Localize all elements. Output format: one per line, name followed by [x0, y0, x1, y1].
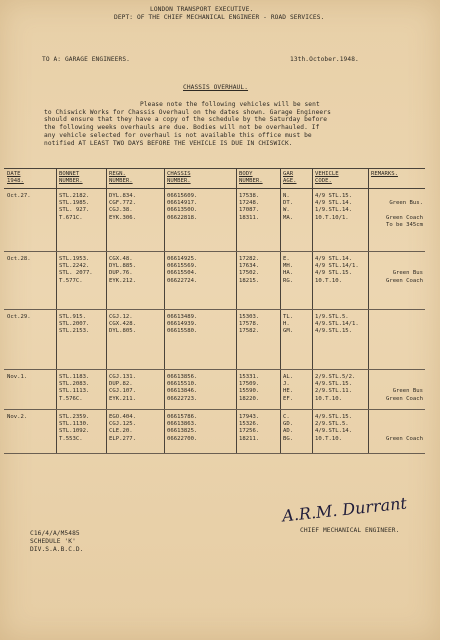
cell-body — [239, 256, 259, 285]
column-header-text: DATE — [7, 171, 21, 177]
cell-remarks — [370, 374, 423, 403]
gar-value: GM. — [283, 328, 294, 335]
table-column-divider — [280, 168, 281, 453]
letter-date: 13th.October.1948. — [290, 56, 359, 63]
cell-date — [7, 256, 31, 263]
column-header-text: NUMBER. — [239, 177, 263, 184]
overhaul-schedule-table — [4, 168, 425, 453]
body-value: 18215. — [239, 277, 260, 284]
chassis-value: 06622723. — [167, 395, 198, 402]
paragraph-line: should ensure that they have a copy of the schedule by the Saturday before — [44, 116, 328, 124]
cell-regn — [109, 414, 136, 443]
gar-value: N. — [283, 193, 290, 199]
cell-regn — [109, 193, 136, 222]
cell-bonnet — [59, 374, 89, 403]
regn-value: DYL.805. — [109, 328, 136, 335]
gar-value: AL. — [283, 374, 294, 380]
remarks-value: Green Bus — [392, 388, 423, 395]
gar-value: EF. — [283, 395, 294, 402]
gar-value: DT. — [283, 200, 294, 207]
body-value: 17087. — [239, 207, 260, 214]
column-header-bonnet — [59, 171, 83, 184]
gar-value: MA. — [283, 214, 294, 221]
bonnet-value: STL.915. — [59, 314, 86, 320]
chassis-value: 06613863. — [167, 421, 198, 428]
column-header-text: AGE. — [283, 177, 297, 184]
body-value: 18211. — [239, 435, 260, 442]
gar-value: C. — [283, 414, 290, 420]
paragraph-line: any vehicle selected for overhaul is not available this office must be — [44, 131, 312, 139]
remarks-value: Green Coach — [385, 277, 423, 284]
column-header-regn — [109, 171, 133, 184]
remarks-value — [370, 381, 423, 388]
cell-vehicle — [315, 193, 352, 222]
regn-value: EYK.306. — [109, 214, 136, 221]
bonnet-value: STL.1183. — [59, 374, 90, 380]
cell-remarks — [370, 256, 423, 285]
bonnet-value: T.671C. — [59, 214, 83, 221]
addressee: TO A: GARAGE ENGINEERS. — [42, 56, 130, 63]
remarks-value — [370, 193, 423, 200]
chassis-value: 06613856. — [167, 374, 198, 380]
remarks-value: Green Bus. — [389, 200, 423, 207]
footer-line: SCHEDULE 'K' — [30, 538, 76, 545]
chassis-value: 06622818. — [167, 214, 198, 221]
remarks-value: Green Coach — [385, 435, 423, 442]
gar-value: W. — [283, 207, 290, 214]
gar-value: BG. — [283, 435, 294, 442]
body-value: 17538. — [239, 193, 260, 199]
cell-gar — [283, 314, 293, 336]
table-row-divider — [4, 188, 425, 189]
remarks-value — [370, 328, 423, 335]
body-value: 15331. — [239, 374, 260, 380]
column-header-text: GAR — [283, 171, 294, 177]
table-column-divider — [312, 168, 313, 453]
vehicle-value: 4/9.STL.14. — [315, 428, 353, 435]
schedule-date: Oct.29. — [7, 314, 31, 320]
cell-vehicle — [315, 374, 355, 403]
cell-bonnet — [59, 193, 89, 222]
vehicle-value: 2/9.STL.5/2. — [315, 374, 356, 380]
table-column-divider — [236, 168, 237, 453]
vehicle-value: 4/9.STL.15. — [315, 328, 353, 335]
regn-value: CGJ.131. — [109, 374, 136, 380]
cell-date — [7, 414, 27, 421]
cell-body — [239, 193, 259, 222]
cell-date — [7, 314, 31, 321]
bonnet-value: STL.2153. — [59, 328, 90, 335]
bonnet-value: STL. 927. — [59, 207, 90, 214]
remarks-value: Green Bus — [392, 270, 423, 277]
regn-value: DYL.885. — [109, 263, 136, 270]
cell-chassis — [167, 193, 197, 222]
gar-value: HA. — [283, 270, 294, 277]
footer-line: DIV.S.A.B.C.D. — [30, 546, 84, 553]
gar-value: HE. — [283, 388, 294, 395]
gar-value: AD. — [283, 428, 294, 435]
table-row-divider — [4, 453, 425, 454]
vehicle-value: 1/9.STL.14. — [315, 207, 353, 214]
body-value: 18220. — [239, 395, 260, 402]
cell-regn — [109, 314, 136, 336]
vehicle-value: 10.T.10. — [315, 395, 342, 402]
vehicle-value: 10.T.10/1. — [315, 214, 349, 221]
schedule-date: Oct.28. — [7, 256, 31, 262]
vehicle-value: 4/9.STL.15. — [315, 381, 353, 388]
remarks-value — [370, 428, 423, 435]
chassis-value: 06615569. — [167, 263, 198, 270]
cell-body — [239, 414, 259, 443]
regn-value: DYL.834. — [109, 193, 136, 199]
cell-date — [7, 193, 31, 200]
chassis-value: 06622700. — [167, 435, 198, 442]
document-title: CHASSIS OVERHAUL. — [183, 84, 249, 91]
vehicle-value: 10.T.10. — [315, 277, 342, 284]
signature-image: A.R.M. Durrant — [281, 493, 408, 526]
body-value: 18311. — [239, 214, 260, 221]
cell-gar — [283, 193, 293, 222]
cell-vehicle — [315, 314, 359, 336]
table-row-divider — [4, 369, 425, 370]
column-header-vehicle — [315, 171, 339, 184]
cell-gar — [283, 414, 293, 443]
chassis-value: 06614925. — [167, 256, 198, 262]
paragraph-line: notified AT LEAST TWO DAYS BEFORE THE VEHICLE IS DUE IN CHISWICK. — [44, 139, 293, 147]
vehicle-value: 4/9 STL.14. — [315, 256, 353, 262]
vehicle-value: 4/9 STL.14. — [315, 200, 353, 207]
chassis-value: 06615510. — [167, 381, 198, 388]
column-header-gar — [283, 171, 296, 184]
bonnet-value: STL. 2077. — [59, 270, 93, 277]
bonnet-value: STL.2007. — [59, 321, 90, 328]
regn-value: EGO.404. — [109, 414, 136, 420]
cell-chassis — [167, 256, 197, 285]
regn-value: CGJ.125. — [109, 421, 136, 428]
regn-value: CLE.20. — [109, 428, 133, 435]
body-value: 17248. — [239, 200, 260, 207]
cell-remarks — [370, 193, 423, 229]
chassis-value: 06615504. — [167, 270, 198, 277]
cell-regn — [109, 256, 136, 285]
remarks-value: Green Coach — [385, 214, 423, 221]
gar-value: H. — [283, 321, 290, 328]
vehicle-value: 4/9.STL.15. — [315, 414, 353, 420]
cell-vehicle — [315, 256, 359, 285]
body-value: 17509. — [239, 381, 260, 388]
bonnet-value: STL.1130. — [59, 421, 90, 428]
column-header-text: CODE. — [315, 177, 332, 184]
instruction-paragraph — [44, 101, 331, 147]
body-value: 17634. — [239, 263, 260, 270]
chassis-value: 06615580. — [167, 328, 198, 335]
gar-value: RG. — [283, 277, 294, 284]
table-row-divider — [4, 251, 425, 252]
schedule-date: Nov.1. — [7, 374, 28, 380]
column-header-chassis — [167, 171, 191, 184]
vehicle-value: 4/9 STL.15. — [315, 270, 353, 277]
chassis-value: 06613489. — [167, 314, 198, 320]
bonnet-value: STL.1113. — [59, 388, 90, 395]
table-column-divider — [106, 168, 107, 453]
table-row-divider — [4, 409, 425, 410]
paragraph-line: Please note the following vehicles will be sent — [140, 101, 320, 108]
footer-reference — [30, 530, 84, 554]
column-header-text: 1948. — [7, 177, 24, 184]
gar-value: GD. — [283, 421, 294, 428]
chassis-value: 06615786. — [167, 414, 198, 420]
vehicle-value: 10.T.10. — [315, 435, 342, 442]
cell-remarks — [370, 314, 423, 336]
remarks-value — [370, 207, 423, 214]
table-row-divider — [4, 168, 425, 169]
schedule-date: Oct.27. — [7, 193, 31, 199]
body-value: 15590. — [239, 388, 260, 395]
column-header-text: CHASSIS — [167, 171, 191, 177]
gar-value: J. — [283, 381, 290, 388]
column-header-text: REMARKS. — [371, 171, 398, 177]
column-header-text: NUMBER. — [59, 177, 83, 184]
body-value: 15303. — [239, 314, 260, 320]
regn-value: DUP.76. — [109, 270, 133, 277]
bonnet-value: STL.1092. — [59, 428, 90, 435]
remarks-value — [370, 263, 423, 270]
header-line-1: LONDON TRANSPORT EXECUTIVE. — [150, 6, 254, 13]
regn-value: CGX.428. — [109, 321, 136, 328]
bonnet-value: T.576C. — [59, 395, 83, 402]
regn-value: CGF.772. — [109, 200, 136, 207]
column-header-text: NUMBER. — [167, 177, 191, 184]
body-value: 17502. — [239, 270, 260, 277]
bonnet-value: STL.2083. — [59, 381, 90, 388]
column-header-text: NUMBER. — [109, 177, 133, 184]
cell-vehicle — [315, 414, 352, 443]
vehicle-value: 2/9.STL.11. — [315, 388, 353, 395]
chassis-value: 06615609. — [167, 193, 198, 199]
body-value: 17582. — [239, 328, 260, 335]
vehicle-value: 4/9 STL.15. — [315, 193, 353, 199]
vehicle-value: 2/9.STL.5. — [315, 421, 349, 428]
column-header-body — [239, 171, 263, 184]
body-value: 17943. — [239, 414, 260, 420]
table-row-divider — [4, 309, 425, 310]
body-value: 15326. — [239, 421, 260, 428]
cell-regn — [109, 374, 136, 403]
body-value: 17256. — [239, 428, 260, 435]
column-header-text: REGN. — [109, 171, 126, 177]
body-value: 17282. — [239, 256, 260, 262]
vehicle-value: 4/9.STL.14/1. — [315, 321, 359, 328]
bonnet-value: T.553C. — [59, 435, 83, 442]
cell-bonnet — [59, 414, 89, 443]
chassis-value: 06622724. — [167, 277, 198, 284]
signature-title: CHIEF MECHANICAL ENGINEER. — [300, 527, 400, 534]
cell-chassis — [167, 374, 197, 403]
column-header-remarks — [371, 171, 398, 178]
table-column-divider — [56, 168, 57, 453]
cell-gar — [283, 374, 293, 403]
column-header-text: BODY — [239, 171, 253, 177]
column-header-date — [7, 171, 24, 184]
cell-chassis — [167, 314, 197, 336]
regn-value: CGJ.12. — [109, 314, 133, 320]
vehicle-value: 4/9 STL.14/1. — [315, 263, 359, 270]
regn-value: CGX.48. — [109, 256, 133, 262]
gar-value: TL. — [283, 314, 294, 320]
chassis-value: 0661350O. — [167, 207, 198, 214]
bonnet-value: T.577C. — [59, 277, 83, 284]
remarks-value — [370, 421, 423, 428]
regn-value: EYK.212. — [109, 277, 136, 284]
cell-body — [239, 374, 259, 403]
paragraph-line: to Chiswick Works for Chassis Overhaul on the dates shown. Garage Engineers — [44, 108, 331, 116]
cell-bonnet — [59, 256, 93, 285]
chassis-value: 06613846. — [167, 388, 198, 395]
header-line-2: DEPT: OF THE CHIEF MECHANICAL ENGINEER - ROAD SERVICES. — [114, 14, 325, 21]
cell-date — [7, 374, 27, 381]
chassis-value: 06614939. — [167, 321, 198, 328]
footer-line: C16/4/A/M5485 — [30, 530, 80, 537]
schedule-date: Nov.2. — [7, 414, 28, 420]
column-header-text: BONNET — [59, 171, 80, 177]
chassis-value: 06613825. — [167, 428, 198, 435]
bonnet-value: STL.2242. — [59, 263, 90, 270]
body-value: 17578. — [239, 321, 260, 328]
regn-value: ELP.277. — [109, 435, 136, 442]
bonnet-value: STL.1985. — [59, 200, 90, 207]
gar-value: E. — [283, 256, 290, 262]
remarks-value — [370, 256, 423, 263]
paragraph-line: the following weeks overhauls are due. Bodies will not be overhauled. If — [44, 124, 320, 132]
bonnet-value: STL.2182. — [59, 193, 90, 199]
regn-value: EYK.211. — [109, 395, 136, 402]
gar-value: MH. — [283, 263, 294, 270]
chassis-value: 06614917. — [167, 200, 198, 207]
column-header-text: VEHICLE — [315, 171, 339, 177]
remarks-value — [370, 374, 423, 381]
bonnet-value: STL.1953. — [59, 256, 90, 262]
cell-remarks — [370, 414, 423, 443]
regn-value: DUP.82. — [109, 381, 133, 388]
cell-chassis — [167, 414, 197, 443]
remarks-value — [370, 321, 423, 328]
table-column-divider — [164, 168, 165, 453]
remarks-value: To be 345cm — [385, 221, 423, 228]
regn-value: CGJ.38. — [109, 207, 133, 214]
cell-body — [239, 314, 259, 336]
cell-gar — [283, 256, 293, 285]
regn-value: CGJ.107. — [109, 388, 136, 395]
table-column-divider — [368, 168, 369, 453]
vehicle-value: 1/9.STL.5. — [315, 314, 349, 320]
remarks-value: Green Coach — [385, 395, 423, 402]
remarks-value — [370, 414, 423, 421]
bonnet-value: STL.2359. — [59, 414, 90, 420]
remarks-value — [370, 314, 423, 321]
cell-bonnet — [59, 314, 89, 336]
